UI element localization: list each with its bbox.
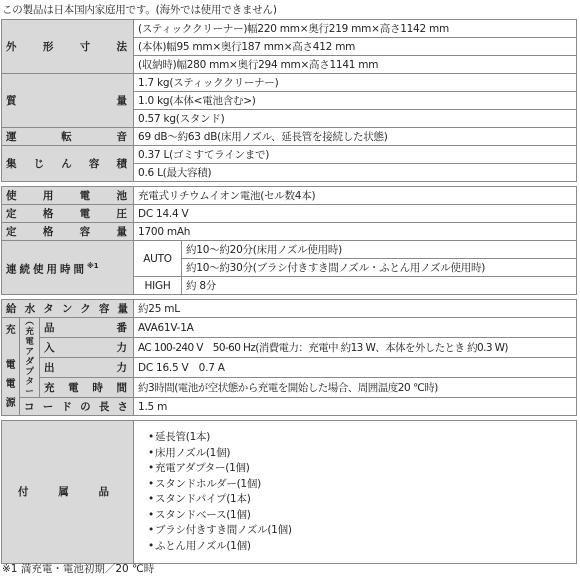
dimensions-label: 外形寸法 <box>2 20 134 74</box>
dust-capacity-row <box>2 146 577 164</box>
charger-output-row <box>2 358 577 378</box>
water-tank-row <box>2 300 577 318</box>
runtime-row <box>2 241 577 259</box>
rated-voltage-value: DC 14.4 V <box>134 205 577 223</box>
charger-input-label: 入力 <box>40 338 134 358</box>
list-item: • スタンドパイプ(1本) <box>148 492 576 508</box>
charger-adapter-label: ︵ 充 電 ア ダ プ タ ー <box>20 318 40 398</box>
high-mode-label: HIGH <box>134 277 182 295</box>
mass-value: 0.57 kg(スタンド) <box>134 110 577 128</box>
rated-capacity-value: 1700 mAh <box>134 223 577 241</box>
list-item: • 床用ノズル(1個) <box>148 446 576 462</box>
runtime-label: 連続使用時間$^{※1}$ <box>2 241 134 295</box>
cord-length-row <box>2 398 577 416</box>
charger-model-label: 品番 <box>40 318 134 338</box>
charger-output-label: 出力 <box>40 358 134 378</box>
auto-mode-label: AUTO <box>134 241 182 277</box>
list-item: • スタンドホルダー(1個) <box>148 477 576 493</box>
dust-capacity-label: 集じん容積 <box>2 146 134 182</box>
auto-runtime-value: 約10～約30分(ブラシ付きすき間ノズル・ふとん用ノズル使用時) <box>182 259 577 277</box>
battery-label: 使用電池 <box>2 187 134 205</box>
list-item: • ブラシ付きすき間ノズル(1個) <box>148 523 576 539</box>
charger-group-label: 充 電 電 源 <box>2 318 20 416</box>
charge-time-value: 約3時間(電池が空状態から充電を開始した場合、周囲温度20 ℃時) <box>134 378 577 398</box>
spec-table <box>1 19 577 564</box>
footnote: ※1 満充電・電池初期／20 ℃時 <box>2 563 155 575</box>
list-item: • 延長管(1本) <box>148 430 576 446</box>
battery-value: 充電式リチウムイオン電池(セル数4本) <box>134 187 577 205</box>
accessories-list-cell <box>134 421 577 564</box>
accessories-label: 付属品 <box>2 421 134 564</box>
noise-value: 69 dB～約63 dB(床用ノズル、延長管を接続した状態) <box>134 128 577 146</box>
noise-label: 運転音 <box>2 128 134 146</box>
charger-input-value: AC 100-240 V 50-60 Hz(消費電力：充電中 約13 W、本体を外したとき 約0.3 W) <box>134 338 577 358</box>
mass-label: 質量 <box>2 74 134 128</box>
water-tank-label: 給水タンク容量 <box>2 300 134 318</box>
accessories-list <box>138 430 576 554</box>
mass-row <box>2 74 577 92</box>
auto-runtime-value: 約10～約20分(床用ノズル使用時) <box>182 241 577 259</box>
dimensions-value: (収納時)幅280 mm×奥行294 mm×高さ1141 mm <box>134 56 577 74</box>
cord-length-label: コードの長さ <box>20 398 134 416</box>
dimensions-value: (スティッククリーナー)幅220 mm×奥行219 mm×高さ1142 mm <box>134 20 577 38</box>
dimensions-value: (本体)幅95 mm×奥行187 mm×高さ412 mm <box>134 38 577 56</box>
rated-capacity-row <box>2 223 577 241</box>
list-item: • スタンドベース(1個) <box>148 508 576 524</box>
dimensions-row <box>2 20 577 38</box>
charger-model-value: AVA61V-1A <box>134 318 577 338</box>
noise-row <box>2 128 577 146</box>
rated-capacity-label: 定格容量 <box>2 223 134 241</box>
charger-input-row <box>2 338 577 358</box>
rated-voltage-row <box>2 205 577 223</box>
dust-capacity-value: 0.37 L(ゴミすてラインまで) <box>134 146 577 164</box>
charger-model-row <box>2 318 577 338</box>
list-item: • ふとん用ノズル(1個) <box>148 539 576 555</box>
charge-time-row <box>2 378 577 398</box>
dust-capacity-value: 0.6 L(最大容積) <box>134 164 577 182</box>
cord-length-value: 1.5 m <box>134 398 577 416</box>
battery-row <box>2 187 577 205</box>
list-item: • 充電アダプター(1個) <box>148 461 576 477</box>
charger-output-value: DC 16.5 V 0.7 A <box>134 358 577 378</box>
mass-value: 1.0 kg(本体<電池含む>) <box>134 92 577 110</box>
accessories-row <box>2 421 577 564</box>
charge-time-label: 充電時間 <box>40 378 134 398</box>
high-runtime-value: 約 8分 <box>182 277 577 295</box>
mass-value: 1.7 kg(スティッククリーナー) <box>134 74 577 92</box>
footnote-mark: ※1 <box>87 261 99 270</box>
water-tank-value: 約25 mL <box>134 300 577 318</box>
rated-voltage-label: 定格電圧 <box>2 205 134 223</box>
domestic-use-note: この製品は日本国内家庭用です。(海外では使用できません) <box>2 4 277 16</box>
